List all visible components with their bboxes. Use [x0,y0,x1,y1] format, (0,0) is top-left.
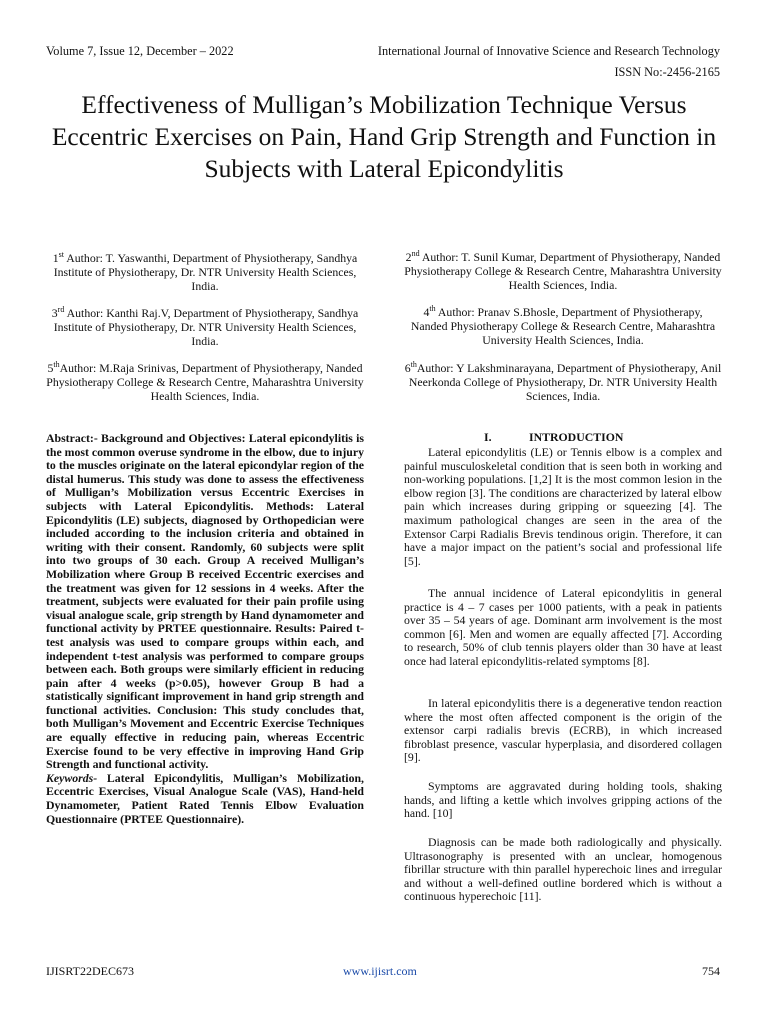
journal-volume: Volume 7, Issue 12, December – 2022 [46,44,234,58]
keywords: Lateral Epicondylitis, Mulligan’s Mobilization, Eccentric Exercises, Visual Analogue Scale (VAS), Hand-held Dynamometer, Patient Rated Tennis Elbow Evaluation Questionnaire (PRTEE Questionnaire). [46,770,364,826]
keywords-label: Keywords- [46,770,98,785]
intro-paragraph-3: In lateral epicondylitis there is a degenerative tendon reaction where the most often affected component is the origin of the extensor carpi radialis brevis (ECRB), in which increased fibroblast presence, vascular hyperplasia, and disordered collagen [9]. [404,696,722,765]
page-number: 754 [702,964,720,978]
author-4: 4th Author: Pranav S.Bhosle, Department of Physiotherapy, Nanded Physiotherapy College & Research Centre, Maharashtra University Health Sciences, India. [410,304,716,347]
intro-paragraph-4: Symptoms are aggravated during holding tools, shaking hands, and lifting a kettle which involves gripping actions of the hand. [10] [404,779,722,821]
intro-paragraph-1: Lateral epicondylitis (LE) or Tennis elbow is a complex and painful musculoskeletal condition that is seen both in working and non-working populations. [1,2] It is the most common lesion in the elbow region [3]. The conditions are characterized by lateral elbow pain which increases during gripping or squeezing [4]. The maximum pathological changes are seen in the area of the Extensor Carpi Radialis Brevis tendinous origin. Therefore, it can have a major impact on the patient’s social and professional life [5]. [404,445,722,568]
author-1: 1st Author: T. Yaswanthi, Department of Physiotherapy, Sandhya Institute of Physiotherapy, Dr. NTR University Health Sciences, India. [52,250,358,293]
section-heading [404,430,722,444]
author-6: 6thAuthor: Y Lakshminarayana, Department of Physiotherapy, Anil Neerkonda College of Physiotherapy, Dr. NTR University Health Sciences, India. [404,360,722,403]
author-2: 2nd Author: T. Sunil Kumar, Department of Physiotherapy, Nanded Physiotherapy College & Research Centre, Maharashtra University Health Sciences, India. [404,249,722,292]
issn: ISSN No:-2456-2165 [614,65,720,79]
author-3: 3rd Author: Kanthi Raj.V, Department of Physiotherapy, Sandhya Institute of Physiotherapy, Dr. NTR University Health Sciences, India. [51,305,359,348]
author-5: 5thAuthor: M.Raja Srinivas, Department of Physiotherapy, Nanded Physiotherapy College & Research Centre, Maharashtra University Health Sciences, India. [46,360,364,403]
abstract-body: Abstract:- Background and Objectives: Lateral epicondylitis is the most common overuse syndrome in the elbow, due to injury to the muscles originate on the lateral epicondylar region of the distal humerus. This study was done to assess the effectiveness of Mulligan’s Mobilization versus Eccentric Exercises in subjects with Lateral Epicondylitis. Methods: Lateral Epicondylitis (LE) subjects, diagnosed by Orthopedician were included according to the inclusion criteria and obtained in writing with their consent. Randomly, 60 subjects were split into two groups of 30 each. Group A received Mulligan’s Mobilization where Group B received Eccentric exercises and the treatment was given for 12 sessions in 4 weeks. After the treatment, subjects were evaluated for their pain profile using visual analogue scale, grip strength by Hand dynamometer and functional activity by PRTEE questionnaire. Results: Paired t-test analysis was used to compare groups within each, and independent t-test analysis was performed to compare groups between each. Both groups were similarly efficient in reducing pain after 4 weeks (p>0.05), however Group B had a statistically significant improvement in hand grip strength and functional activities. Conclusion: This study concludes that, both Mulligan’s Movement and Eccentric Exercise Techniques are equally effective in reducing pain, whereas Eccentric Exercise found to be very effective in improving Hand Grip Strength and functional activity. [46,431,364,772]
journal-url-link[interactable]: www.ijisrt.com [343,964,417,978]
paper-title: Effectiveness of Mulligan’s Mobilization Technique Versus Eccentric Exercises on Pain, Hand Grip Strength and Function in Subjects with Lateral Epicondylitis [51,90,717,183]
abstract [46,432,364,826]
section-number: I. [484,430,492,444]
section-title: INTRODUCTION [529,430,624,444]
intro-paragraph-2: The annual incidence of Lateral epicondylitis in general practice is 4 – 7 cases per 1000 patients, with a peak in patients over 35 – 54 years of age. Dominant arm involvement is the most common [6]. Men and women are equally affected [7]. According to research, 50% of club tennis players older than 30 have at least once had lateral epicondylitis-related symptoms [8]. [404,586,722,668]
intro-paragraph-5: Diagnosis can be made both radiologically and physically. Ultrasonography is presented with an unclear, homogenous fibrillar structure with thin parallel hyperechoic lines and irregular and without a well-defined outline bordered which is without a continuous hyperechoic [11]. [404,835,722,904]
paper-id: IJISRT22DEC673 [46,964,134,978]
journal-name: International Journal of Innovative Science and Research Technology [377,44,720,58]
